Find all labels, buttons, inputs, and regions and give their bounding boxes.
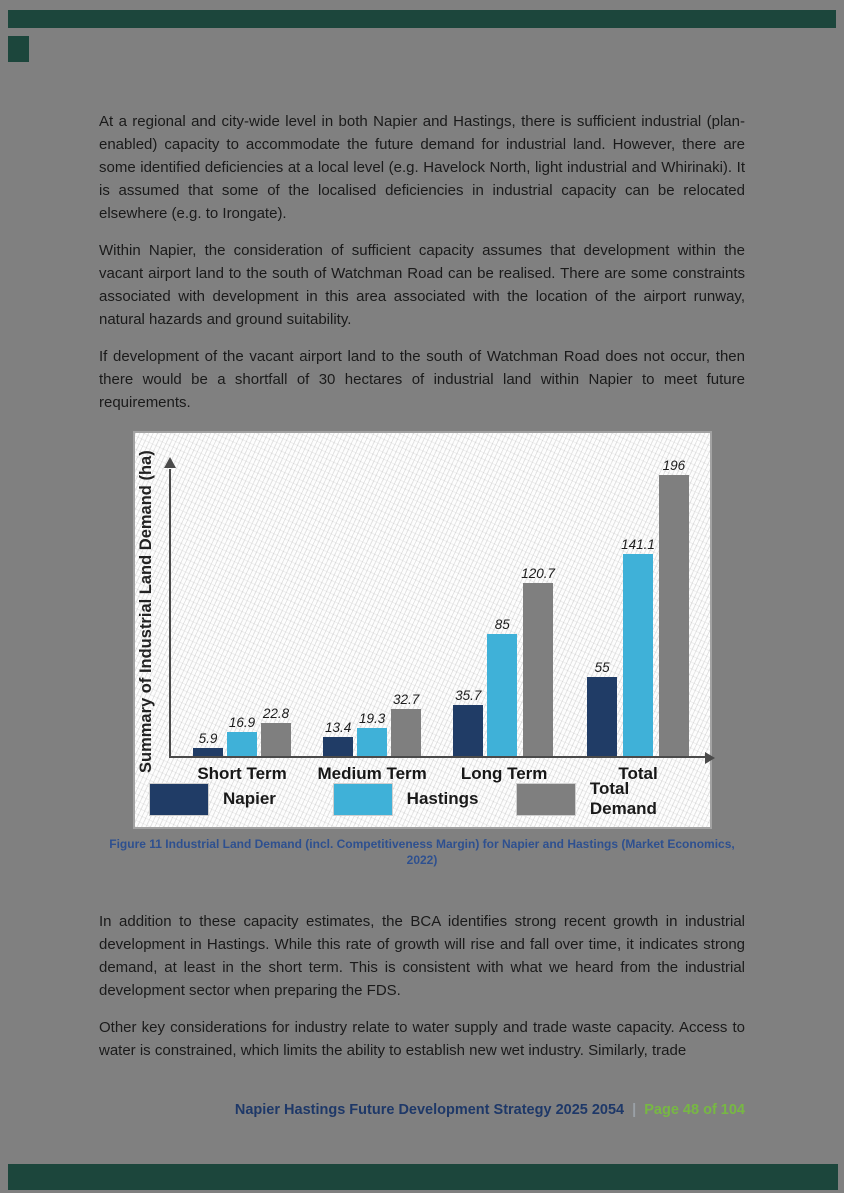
figure-caption: Figure 11 Industrial Land Demand (incl. Competitiveness Margin) for Napier and Hastings (Market Economics, 2022) xyxy=(109,837,735,867)
bar-group xyxy=(317,692,427,783)
chart-legend xyxy=(149,779,700,819)
bar-value-label: 5.9 xyxy=(198,730,218,746)
category-label: Long Term xyxy=(460,764,548,783)
bar-value-label: 196 xyxy=(662,457,686,473)
bar-column xyxy=(391,692,421,756)
bar-value-label: 13.4 xyxy=(325,719,352,735)
bar-group xyxy=(587,457,689,783)
bar-column xyxy=(227,715,257,756)
bar-total-demand xyxy=(391,709,421,756)
legend-swatch xyxy=(516,783,576,816)
bar-napier xyxy=(193,748,223,757)
category-label: Short Term xyxy=(197,764,287,783)
legend-item xyxy=(516,779,700,819)
bar-total-demand xyxy=(261,723,291,756)
paragraph-water-supply: Other key considerations for industry relate to water supply and trade waste capacity. Access to water is constrained, which limits the ability to establish new wet industry. Similarly, trade xyxy=(99,1019,745,1059)
bar-value-label: 35.7 xyxy=(455,687,482,703)
footer-separator: | xyxy=(632,1102,637,1118)
paragraph-shortfall: If development of the vacant airport land to the south of Watchman Road does not occur, then there would be a shortfall of 30 hectares of industrial land within Napier to meet future requirements. xyxy=(99,348,745,411)
bar-value-label: 85 xyxy=(494,617,510,632)
corner-accent-square xyxy=(8,36,29,62)
bar-napier xyxy=(453,705,483,756)
category-label: Medium Term xyxy=(317,764,427,783)
bar-value-label: 16.9 xyxy=(228,714,256,730)
bottom-accent-bar xyxy=(8,1164,838,1190)
bar-value-label: 19.3 xyxy=(359,711,386,727)
bar-column xyxy=(261,706,291,756)
bar-hastings xyxy=(623,554,653,757)
figure-block xyxy=(99,431,745,868)
bar-column xyxy=(621,537,655,757)
bar-hastings xyxy=(227,732,257,756)
y-axis-label: Summary of Industrial Land Demand (ha) xyxy=(137,450,155,774)
legend-label: Hastings xyxy=(406,789,479,808)
bar-group xyxy=(453,565,556,783)
top-accent-bar xyxy=(8,10,836,28)
legend-item xyxy=(333,779,517,819)
legend-label: Total Demand xyxy=(589,779,657,818)
bar-column xyxy=(487,617,517,756)
legend-label: Napier xyxy=(223,789,276,808)
bar-value-label: 55 xyxy=(594,660,610,676)
bar-total-demand xyxy=(523,583,553,756)
industrial-land-demand-chart xyxy=(133,431,712,829)
legend-swatch xyxy=(333,783,393,816)
bar-column xyxy=(587,660,617,756)
bar-column xyxy=(357,711,387,756)
bar-group xyxy=(193,706,291,783)
page-footer xyxy=(99,1102,745,1118)
bar-napier xyxy=(323,737,353,756)
legend-swatch xyxy=(149,783,209,816)
paragraph-bca-growth: In addition to these capacity estimates, the BCA identifies strong recent growth in industrial development in Hastings. While this rate of growth will rise and fall over time, it indicates strong demand, at least in the short term. This is consistent with what we heard from the industrial development sector when preparing the FDS. xyxy=(99,913,745,999)
paragraph-regional-capacity: At a regional and city-wide level in both Napier and Hastings, there is sufficient industrial (plan-enabled) capacity to accommodate the future demand for industrial land. However, there are some identified deficiencies at a local level (e.g. Havelock North, light industrial and Whirinaki). It is assumed that some of the localised deficiencies in industrial capacity can be relocated elsewhere (e.g. to Irongate). xyxy=(99,113,745,222)
plot-area xyxy=(169,457,711,783)
bar-column xyxy=(659,458,689,756)
bar-column xyxy=(193,731,223,757)
bar-total-demand xyxy=(659,475,689,756)
bar-column xyxy=(453,688,483,756)
legend-item xyxy=(149,779,333,819)
paragraph-napier-airport: Within Napier, the consideration of sufficient capacity assumes that development within the vacant airport land to the south of Watchman Road can be realised. There are some constraints associated with development in this area associated with the location of the airport runway, natural hazards and ground suitability. xyxy=(99,242,745,328)
right-arrow-icon xyxy=(705,752,715,764)
bar-hastings xyxy=(487,634,517,756)
bar-value-label: 22.8 xyxy=(262,706,290,722)
bar-value-label: 120.7 xyxy=(521,565,556,581)
bar-value-label: 141.1 xyxy=(621,536,655,552)
category-label: Total xyxy=(618,764,658,783)
bar-hastings xyxy=(357,728,387,756)
footer-title: Napier Hastings Future Development Strategy 2025 2054 xyxy=(234,1102,625,1118)
up-arrow-icon xyxy=(164,457,176,468)
footer-page-number: Page 48 of 104 xyxy=(644,1102,745,1118)
bar-napier xyxy=(587,677,617,756)
bar-column xyxy=(521,566,555,756)
bar-column xyxy=(323,720,353,756)
page-body xyxy=(99,110,745,1076)
bar-value-label: 32.7 xyxy=(393,692,420,708)
